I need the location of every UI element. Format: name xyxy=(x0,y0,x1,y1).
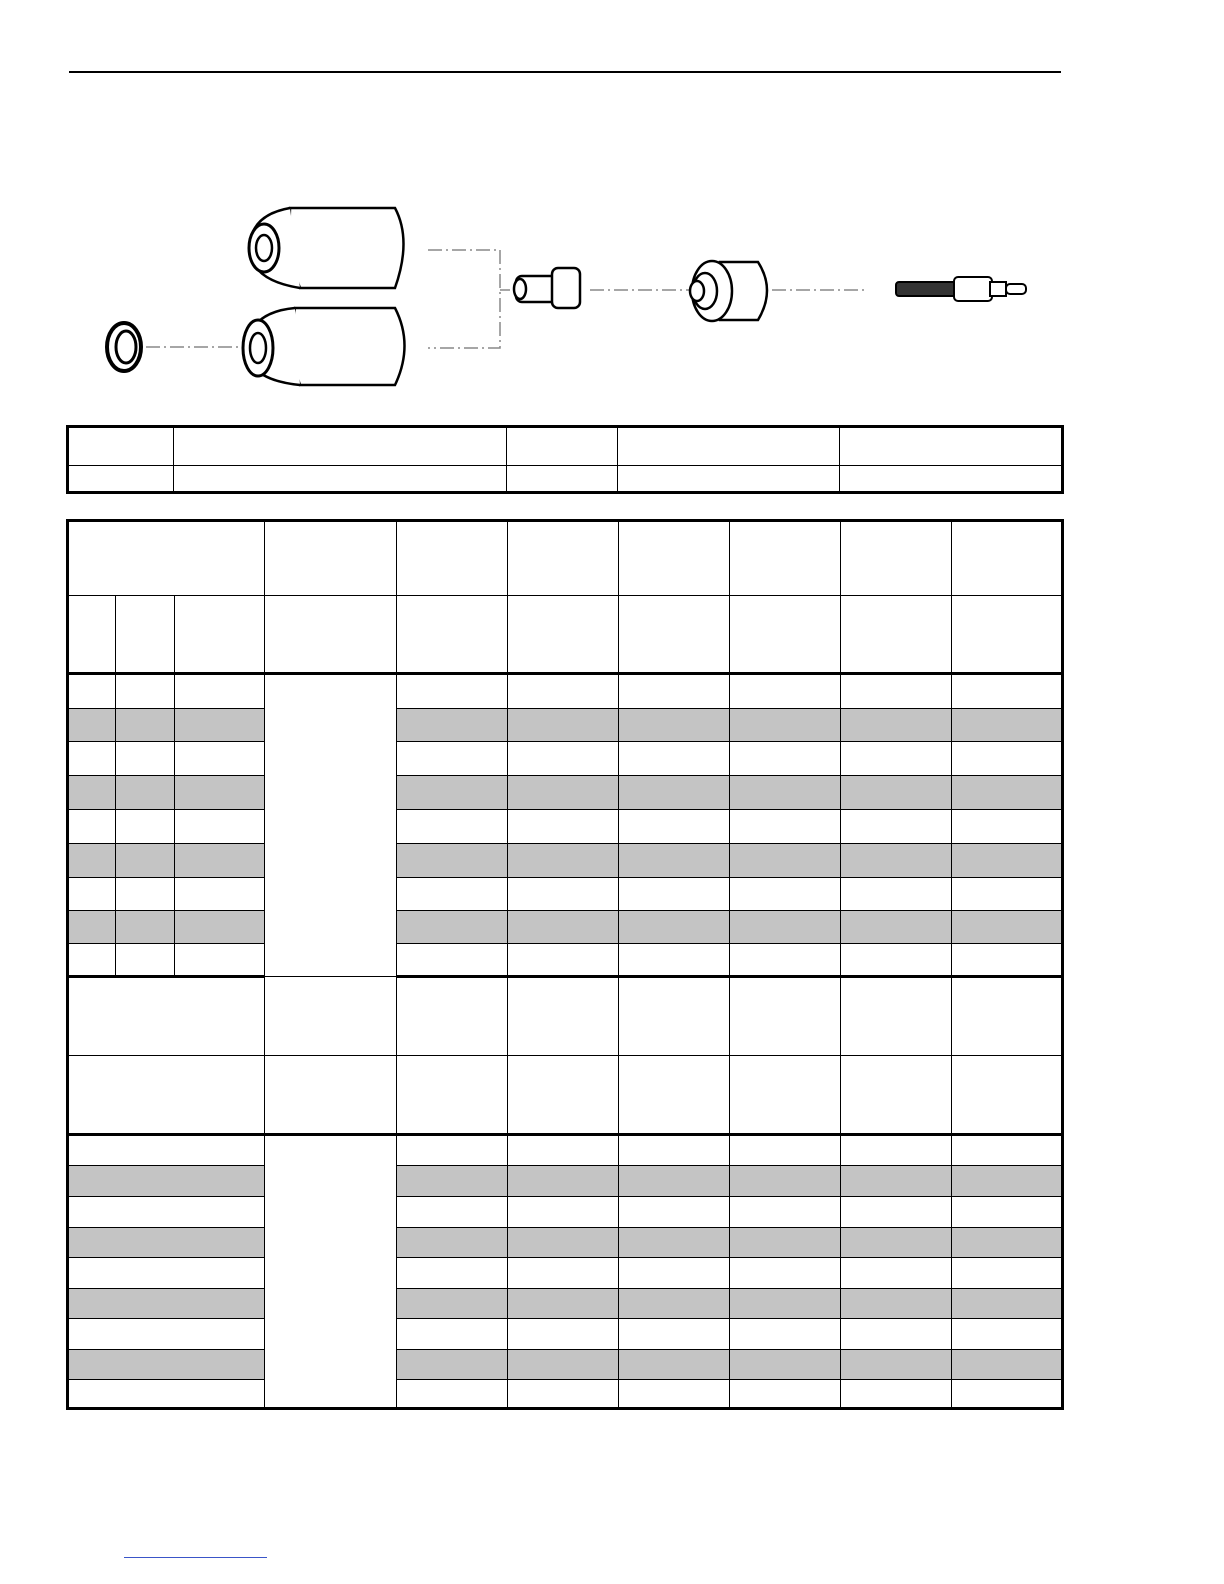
table-cell xyxy=(116,944,175,977)
table-cell xyxy=(397,911,508,944)
table-header-cell xyxy=(68,521,265,596)
table-header-cell xyxy=(952,977,1063,1056)
cut-chart-table xyxy=(66,519,1064,1410)
table-header-cell xyxy=(730,596,841,674)
table-cell xyxy=(618,466,840,493)
table-cell xyxy=(175,844,265,878)
table-header-cell xyxy=(397,596,508,674)
table-cell xyxy=(397,1319,508,1350)
table-header-cell xyxy=(68,1056,265,1135)
table-cell xyxy=(619,944,730,977)
table-row xyxy=(68,1350,1063,1380)
table-cell xyxy=(68,1258,265,1289)
table-header-cell xyxy=(730,977,841,1056)
table-cell xyxy=(619,742,730,776)
table-cell xyxy=(68,1197,265,1228)
table-header-cell xyxy=(952,1056,1063,1135)
table-cell xyxy=(175,674,265,709)
table-cell xyxy=(265,674,397,977)
table-cell xyxy=(730,1258,841,1289)
table-cell xyxy=(730,1350,841,1380)
table-cell xyxy=(952,742,1063,776)
table-cell xyxy=(730,1135,841,1166)
table-header-cell xyxy=(841,1056,952,1135)
table-cell xyxy=(397,1135,508,1166)
table-cell xyxy=(116,810,175,844)
table-header-cell xyxy=(508,977,619,1056)
table-cell xyxy=(507,466,618,493)
table-cell xyxy=(619,878,730,911)
table-cell xyxy=(508,911,619,944)
table-cell xyxy=(619,1166,730,1197)
table-cell xyxy=(68,878,116,911)
table-cell xyxy=(508,878,619,911)
table-cell xyxy=(68,742,116,776)
table-header-cell xyxy=(952,521,1063,596)
table-cell xyxy=(619,674,730,709)
table-cell xyxy=(952,944,1063,977)
table-cell xyxy=(841,810,952,844)
table-cell xyxy=(619,844,730,878)
table-header-cell xyxy=(397,977,508,1056)
table-cell xyxy=(619,1319,730,1350)
table-cell xyxy=(116,844,175,878)
table-cell xyxy=(68,911,116,944)
table-cell xyxy=(68,944,116,977)
table-cell xyxy=(841,944,952,977)
table-header-row xyxy=(68,596,1063,674)
table-cell xyxy=(174,427,507,466)
table-cell xyxy=(840,466,1063,493)
table-cell xyxy=(397,1197,508,1228)
table-cell xyxy=(841,1319,952,1350)
table-row xyxy=(68,1380,1063,1409)
table-header-cell xyxy=(619,977,730,1056)
table-cell xyxy=(175,776,265,810)
table-cell xyxy=(952,1258,1063,1289)
table-cell xyxy=(508,1166,619,1197)
table-cell xyxy=(508,1228,619,1258)
table-cell xyxy=(841,1350,952,1380)
table-cell xyxy=(730,810,841,844)
table-cell xyxy=(508,844,619,878)
table-cell xyxy=(68,466,174,493)
table-cell xyxy=(841,1166,952,1197)
table-header-cell xyxy=(952,596,1063,674)
table-cell xyxy=(508,776,619,810)
table-cell xyxy=(841,1135,952,1166)
table-header-cell xyxy=(397,521,508,596)
table-cell xyxy=(68,1166,265,1197)
table-cell xyxy=(730,674,841,709)
table-cell xyxy=(841,911,952,944)
table-cell xyxy=(952,1289,1063,1319)
table-cell xyxy=(508,674,619,709)
table-cell xyxy=(508,944,619,977)
table-cell xyxy=(68,1228,265,1258)
table-cell xyxy=(116,674,175,709)
table-cell xyxy=(619,810,730,844)
table-row xyxy=(68,1228,1063,1258)
table-header-cell xyxy=(619,521,730,596)
table-row xyxy=(68,674,1063,709)
table-cell xyxy=(508,742,619,776)
table-header-cell xyxy=(841,521,952,596)
table-cell xyxy=(175,742,265,776)
table-cell xyxy=(397,742,508,776)
table-header-cell xyxy=(265,1056,397,1135)
table-cell xyxy=(618,427,840,466)
table-cell xyxy=(730,742,841,776)
table-cell xyxy=(730,1228,841,1258)
nozzle-shield-icon xyxy=(243,308,405,385)
table-cell xyxy=(619,709,730,742)
table-cell xyxy=(730,878,841,911)
table-header-cell xyxy=(265,977,397,1056)
table-cell xyxy=(619,1380,730,1409)
table-cell xyxy=(116,911,175,944)
table-cell xyxy=(68,844,116,878)
table-cell xyxy=(952,911,1063,944)
table-cell xyxy=(619,1289,730,1319)
table-cell xyxy=(397,1258,508,1289)
table-header-cell xyxy=(730,1056,841,1135)
table-cell xyxy=(68,1135,265,1166)
table-row xyxy=(68,1289,1063,1319)
consumables-diagram xyxy=(0,180,1224,400)
table-cell xyxy=(507,427,618,466)
table-cell xyxy=(116,742,175,776)
table-cell xyxy=(730,709,841,742)
table-cell xyxy=(841,1197,952,1228)
table-cell xyxy=(397,878,508,911)
table-cell xyxy=(841,776,952,810)
table-cell xyxy=(841,844,952,878)
table-cell xyxy=(397,810,508,844)
header-rule xyxy=(69,71,1061,73)
table-cell xyxy=(397,844,508,878)
table-cell xyxy=(841,674,952,709)
table-cell xyxy=(840,427,1063,466)
table-cell xyxy=(952,776,1063,810)
table-header-row xyxy=(68,1056,1063,1135)
table-cell xyxy=(68,709,116,742)
table-cell xyxy=(730,1380,841,1409)
table-row xyxy=(68,742,1063,776)
table-cell xyxy=(265,1135,397,1409)
table-cell xyxy=(952,844,1063,878)
table-cell xyxy=(68,1289,265,1319)
table-cell xyxy=(952,1197,1063,1228)
table-header-cell xyxy=(730,521,841,596)
table-cell xyxy=(68,427,174,466)
part-summary-table xyxy=(66,425,1064,494)
table-row xyxy=(68,878,1063,911)
table-cell xyxy=(116,878,175,911)
table-cell xyxy=(730,844,841,878)
table-header-cell xyxy=(841,977,952,1056)
table-row xyxy=(68,427,1063,466)
table-cell xyxy=(952,674,1063,709)
table-header-cell xyxy=(68,596,116,674)
table-cell xyxy=(508,1197,619,1228)
table-cell xyxy=(68,674,116,709)
table-cell xyxy=(68,1380,265,1409)
table-header-row xyxy=(68,977,1063,1056)
table-cell xyxy=(841,878,952,911)
table-header-cell xyxy=(619,596,730,674)
table-cell xyxy=(175,810,265,844)
table-row xyxy=(68,810,1063,844)
table-row xyxy=(68,911,1063,944)
table-cell xyxy=(508,1319,619,1350)
table-cell xyxy=(175,944,265,977)
table-cell xyxy=(952,1380,1063,1409)
table-cell xyxy=(841,1258,952,1289)
table-cell xyxy=(397,709,508,742)
table-cell xyxy=(508,1135,619,1166)
table-cell xyxy=(397,776,508,810)
retaining-cap-icon xyxy=(514,268,580,308)
table-cell xyxy=(730,1319,841,1350)
table-cell xyxy=(952,1166,1063,1197)
table-cell xyxy=(68,1350,265,1380)
table-cell xyxy=(952,810,1063,844)
table-cell xyxy=(175,709,265,742)
table-cell xyxy=(508,1258,619,1289)
table-cell xyxy=(952,1228,1063,1258)
table-cell xyxy=(730,1289,841,1319)
table-cell xyxy=(730,1197,841,1228)
ring-icon xyxy=(107,323,141,371)
table-header-cell xyxy=(68,977,265,1056)
table-header-cell xyxy=(265,521,397,596)
table-cell xyxy=(730,1166,841,1197)
table-cell xyxy=(841,1228,952,1258)
table-cell xyxy=(619,1350,730,1380)
table-cell xyxy=(508,1380,619,1409)
table-cell xyxy=(508,810,619,844)
table-cell xyxy=(619,776,730,810)
table-header-row xyxy=(68,521,1063,596)
table-cell xyxy=(508,1350,619,1380)
table-cell xyxy=(397,1228,508,1258)
table-row xyxy=(68,1197,1063,1228)
table-cell xyxy=(619,1228,730,1258)
table-cell xyxy=(619,911,730,944)
table-cell xyxy=(841,742,952,776)
table-header-cell xyxy=(116,596,175,674)
table-header-cell xyxy=(175,596,265,674)
table-cell xyxy=(841,1289,952,1319)
table-cell xyxy=(174,466,507,493)
table-cell xyxy=(68,776,116,810)
table-cell xyxy=(619,1258,730,1289)
nozzle-icon xyxy=(690,261,767,321)
nozzle-shield-icon xyxy=(249,208,404,288)
table-cell xyxy=(397,674,508,709)
table-cell xyxy=(116,709,175,742)
table-cell xyxy=(730,944,841,977)
electrode-icon xyxy=(896,277,1026,301)
table-cell xyxy=(619,1197,730,1228)
table-header-cell xyxy=(508,521,619,596)
table-cell xyxy=(952,1135,1063,1166)
table-cell xyxy=(175,911,265,944)
table-cell xyxy=(841,709,952,742)
table-header-cell xyxy=(619,1056,730,1135)
table-cell xyxy=(175,878,265,911)
table-row xyxy=(68,466,1063,493)
table-cell xyxy=(508,1289,619,1319)
table-cell xyxy=(397,944,508,977)
table-cell xyxy=(68,810,116,844)
table-row xyxy=(68,776,1063,810)
table-header-cell xyxy=(508,596,619,674)
table-row xyxy=(68,1319,1063,1350)
table-header-cell xyxy=(841,596,952,674)
table-cell xyxy=(397,1380,508,1409)
table-row xyxy=(68,1166,1063,1197)
table-row xyxy=(68,1258,1063,1289)
table-cell xyxy=(952,709,1063,742)
table-cell xyxy=(508,709,619,742)
table-cell xyxy=(619,1135,730,1166)
table-cell xyxy=(397,1289,508,1319)
table-header-cell xyxy=(265,596,397,674)
footer-link-underline[interactable] xyxy=(124,1557,267,1558)
table-cell xyxy=(730,776,841,810)
table-row xyxy=(68,944,1063,977)
table-cell xyxy=(116,776,175,810)
table-cell xyxy=(397,1166,508,1197)
table-cell xyxy=(730,911,841,944)
table-row xyxy=(68,709,1063,742)
table-cell xyxy=(952,1350,1063,1380)
table-cell xyxy=(841,1380,952,1409)
table-cell xyxy=(397,1350,508,1380)
table-row xyxy=(68,1135,1063,1166)
table-header-cell xyxy=(508,1056,619,1135)
table-cell xyxy=(952,1319,1063,1350)
table-cell xyxy=(952,878,1063,911)
table-row xyxy=(68,844,1063,878)
table-header-cell xyxy=(397,1056,508,1135)
table-cell xyxy=(68,1319,265,1350)
